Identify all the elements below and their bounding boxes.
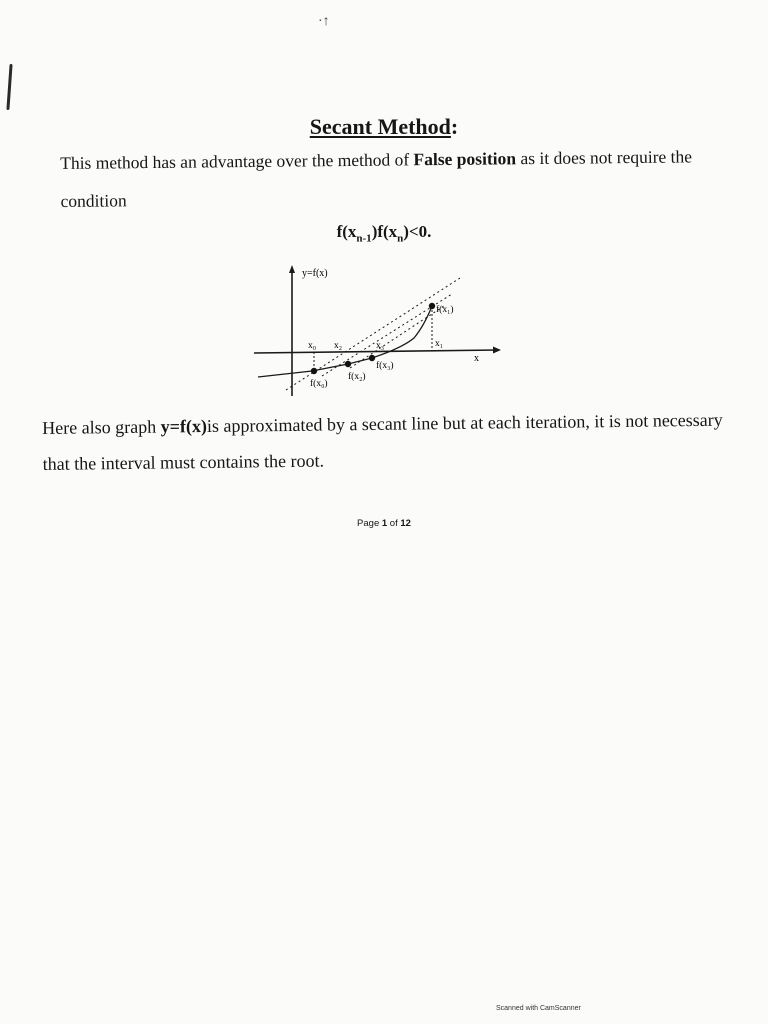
- label-fx1: f(x₁): [436, 305, 454, 315]
- formula-sub-2: n: [397, 232, 404, 245]
- point-f-x2: [345, 361, 351, 367]
- secant-line-3: [350, 306, 444, 368]
- formula-part-1: f(x: [336, 222, 357, 241]
- y-axis-arrow: [289, 265, 295, 273]
- explanation-bold-term: y=f(x): [160, 415, 208, 437]
- explanation-paragraph: [42, 401, 743, 482]
- formula-part-3: )<0: [403, 222, 428, 241]
- scanner-watermark: Scanned with CamScanner: [496, 1005, 581, 1012]
- page-title: [0, 114, 768, 140]
- label-x1: x₁: [435, 339, 444, 349]
- label-x2: x₂: [334, 341, 343, 351]
- page-middle: of: [387, 518, 401, 529]
- page-total: 12: [400, 518, 411, 529]
- explanation-text-end: is approximated by a secant line but at each iteration, it is not necessary that the interval must contains the root.: [42, 409, 723, 474]
- intro-text-end: as it does not require the condition: [60, 146, 693, 211]
- formula-sub-1: n-1: [356, 232, 372, 245]
- label-fx0: f(x₀): [310, 379, 328, 389]
- label-x3: x₃: [376, 341, 385, 351]
- point-f-x0: [311, 368, 317, 374]
- explanation-text-start: Here also graph: [42, 416, 161, 438]
- label-x0: x₀: [308, 341, 317, 351]
- formula-part-2: )f(x: [371, 222, 398, 241]
- secant-method-diagram: [252, 264, 508, 400]
- label-fx2: f(x₂): [348, 372, 366, 382]
- page-number: [0, 518, 768, 529]
- function-curve: [258, 306, 432, 377]
- intro-paragraph: [60, 137, 741, 220]
- formula-period: .: [427, 222, 432, 241]
- condition-formula: [0, 222, 768, 244]
- point-f-x3: [369, 355, 375, 361]
- scan-mark: ·↑: [318, 14, 330, 29]
- y-axis-label: y=f(x): [302, 268, 328, 279]
- x-axis-arrow: [493, 347, 501, 354]
- title-colon: :: [450, 114, 459, 139]
- intro-text-start: This method has an advantage over the method of: [60, 149, 414, 173]
- point-f-x1: [429, 303, 435, 309]
- page-current: 1: [381, 518, 388, 529]
- label-fx3: f(x₃): [376, 361, 394, 371]
- intro-bold-term: False position: [413, 148, 517, 170]
- title-text: Secant Method: [309, 114, 451, 139]
- margin-pen-stroke: [6, 64, 12, 110]
- x-axis-label: x: [474, 353, 479, 364]
- page-prefix: Page: [357, 518, 382, 529]
